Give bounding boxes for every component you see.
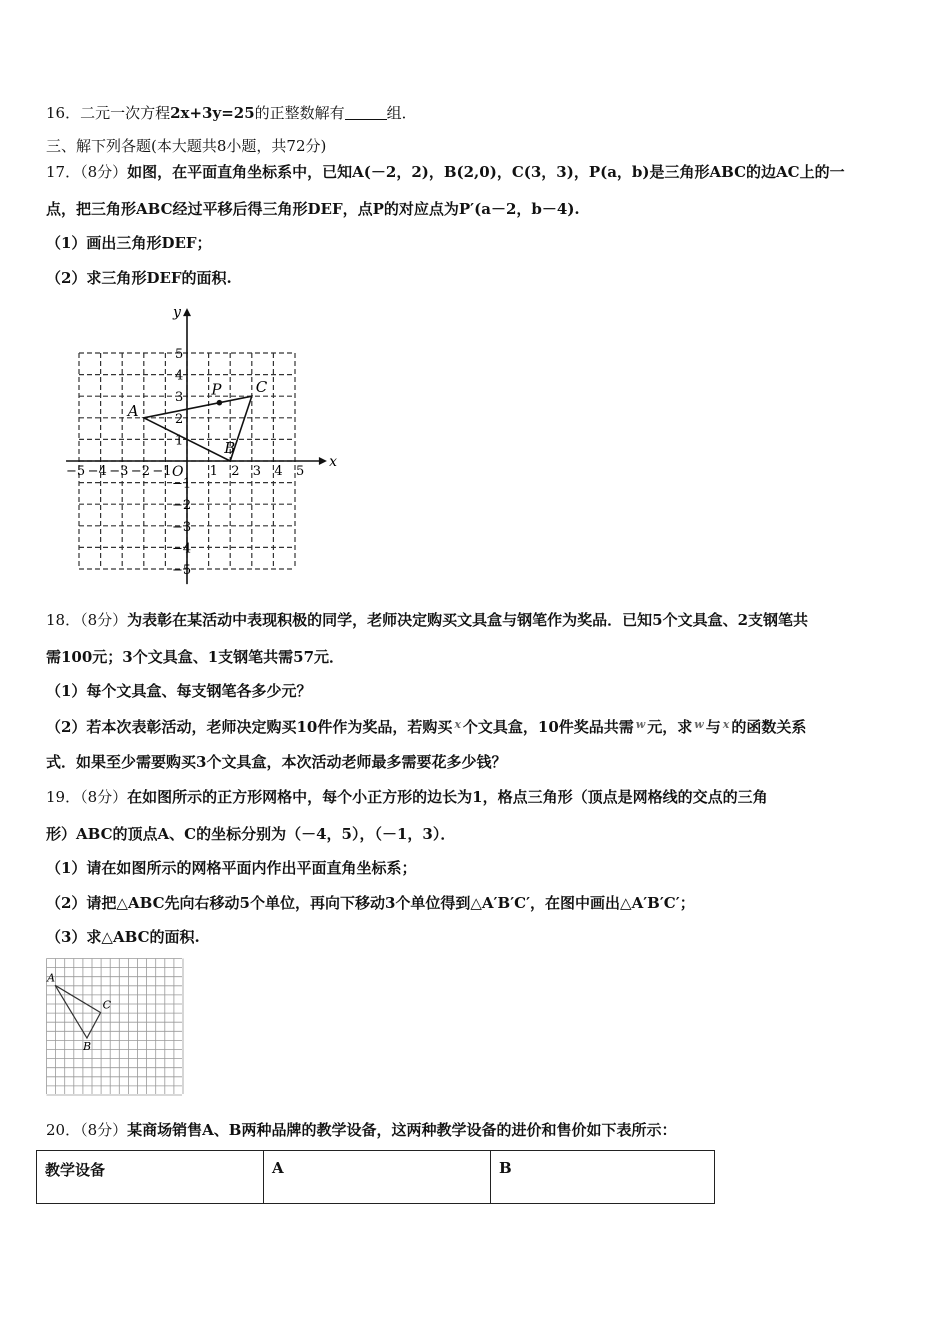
point-label-b: B — [224, 439, 236, 457]
point-label-a: A — [127, 401, 139, 420]
q20-table — [36, 1150, 715, 1204]
point-label-c: C — [102, 998, 112, 1012]
q17-line2: 点，把三角形ABC经过平移后得三角形DEF，点P的对应点为P′(a－2，b－4). — [46, 200, 580, 218]
x-tick-label: −1 — [152, 464, 172, 479]
q19-part2: （2）请把△ABC先向右移动5个单位，再向下移动3个单位得到△A′B′C′，在图中画出△A′B′C′； — [46, 894, 695, 912]
point-p — [217, 400, 223, 406]
q18-line5: 式．如果至少需要购买3个文具盒，本次活动老师最多需要花多少钱？ — [46, 753, 507, 771]
q16-line: 16．二元一次方程2x+3y=25的正整数解有 组． — [46, 104, 417, 122]
q18-part1: （1）每个文具盒、每支钢笔各多少元？ — [46, 682, 312, 700]
x-tick-label: −5 — [66, 464, 86, 479]
var-w: w — [694, 718, 704, 731]
q18-line1: 18．（8分）为表彰在某活动中表现积极的同学，老师决定购买文具盒与钢笔作为奖品．已知5个文具盒、2支钢笔共 — [46, 611, 809, 629]
var-x: x — [454, 718, 461, 731]
point-label-c: C — [255, 378, 268, 397]
y-tick-label: −1 — [172, 476, 192, 492]
q18-part2: （2）若本次表彰活动，老师决定购买10件作为奖品，若购买 $^x$ 个文具盒，10件奖品共需 $^w$ 元，求 $^w$ 与 $^x$ 的函数关系 — [46, 718, 807, 736]
q17-part1: （1）画出三角形DEF； — [46, 234, 212, 252]
table-row — [37, 1151, 715, 1204]
triangle-abc — [144, 396, 252, 461]
y-tick-label: −4 — [172, 541, 192, 557]
y-tick-label: 4 — [175, 368, 184, 384]
q17-part2: （2）求三角形DEF的面积. — [46, 269, 232, 287]
x-tick-label: 3 — [252, 464, 262, 479]
q19-line2: 形）ABC的顶点A、C的坐标分别为（－4，5），（－1，3）． — [46, 825, 456, 843]
x-tick-label: 5 — [296, 464, 305, 479]
y-tick-label: 1 — [175, 433, 184, 449]
table-header-cell: B — [491, 1151, 715, 1204]
y-tick-label: 3 — [175, 390, 184, 406]
table-header-cell: A — [264, 1151, 491, 1204]
x-tick-label: 2 — [231, 464, 240, 479]
x-axis-arrow — [319, 457, 327, 465]
y-axis-arrow — [183, 308, 191, 316]
y-tick-label: −2 — [172, 498, 192, 514]
q20-line: 20．（8分）某商场销售A、B两种品牌的教学设备，这两种教学设备的进价和售价如下表所示： — [46, 1121, 677, 1139]
q17-line1: 17．（8分）如图，在平面直角坐标系中，已知A(－2，2)，B(2,0)，C(3，3)，P(a，b)是三角形ABC的边AC上的一 — [46, 163, 845, 181]
x-tick-label: −2 — [130, 464, 150, 479]
q18-line2: 需100元；3个文具盒、1支钢笔共需57元． — [46, 648, 345, 666]
y-tick-label: −3 — [172, 519, 192, 535]
q19-line1: 19．（8分）在如图所示的正方形网格中，每个小正方形的边长为1，格点三角形（顶点是网格线的交点的三角 — [46, 788, 768, 806]
point-label-p: P — [211, 380, 222, 399]
var-x: x — [722, 718, 730, 731]
var-w: w — [635, 718, 646, 731]
q19-part3: （3）求△ABC的面积. — [46, 928, 200, 946]
x-axis-label: x — [329, 454, 337, 470]
point-label-b: B — [82, 1040, 92, 1054]
x-tick-label: 4 — [274, 464, 283, 479]
x-tick-label: −4 — [87, 464, 107, 479]
x-tick-label: 1 — [209, 464, 218, 479]
section-3-heading: 三、解下列各题(本大题共8小题，共72分) — [46, 137, 327, 155]
y-tick-label: −5 — [172, 563, 192, 578]
origin-label: O — [172, 464, 184, 480]
y-tick-label: 5 — [175, 347, 184, 362]
table-header-cell: 教学设备 — [37, 1151, 264, 1204]
answer-blank — [345, 105, 387, 120]
y-tick-label: 2 — [175, 411, 184, 427]
x-tick-label: −3 — [109, 464, 129, 479]
q17-coordinate-graph — [46, 298, 336, 578]
point-label-a: A — [47, 971, 56, 985]
q19-part1: （1）请在如图所示的网格平面内作出平面直角坐标系； — [46, 859, 417, 877]
q19-square-grid — [46, 958, 184, 1094]
triangle-abc — [55, 985, 101, 1038]
q16-equation: 2x+3y=25 — [170, 104, 255, 122]
y-axis-label: y — [173, 304, 181, 321]
